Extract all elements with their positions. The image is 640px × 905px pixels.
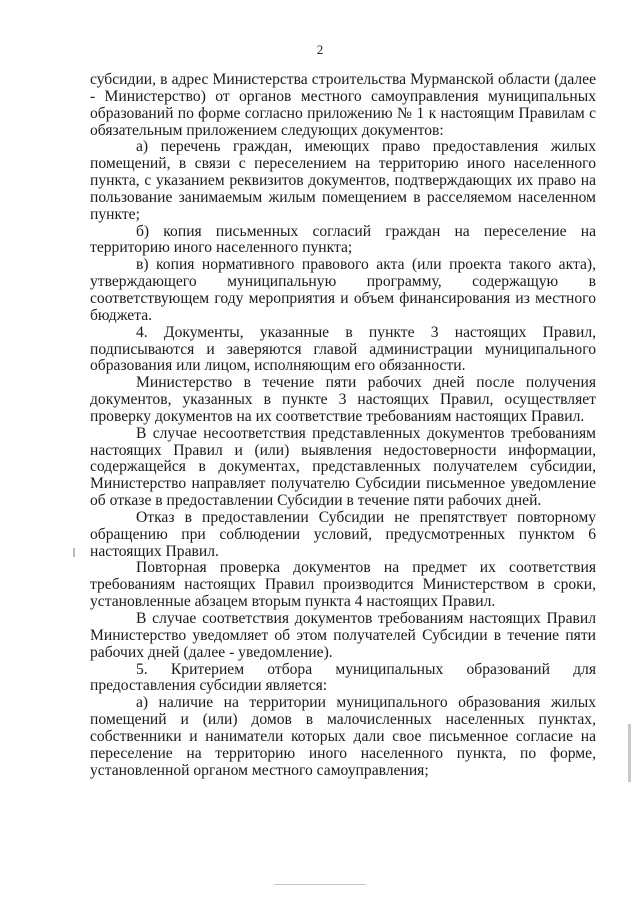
paragraph-criterion-a: а) наличие на территории муниципального образования жилых помещений и (или) домов в малочисленных населенных пунктах, собственники и наниматели которых дали свое письменное согласие на переселение на территорию иного населенного пункта, по форме, установленной органом местного самоуправления; xyxy=(90,694,596,779)
paragraph-section-4-signing: 4. Документы, указанные в пункте 3 настоящих Правил, подписываются и заверяются главой администрации муниципального образования или лицом, исполняющим его обязанности. xyxy=(90,323,596,375)
paragraph-refusal-notice: В случае несоответствия представленных документов требованиям настоящих Правил и (или) выявления недостоверности информации, содержащейся в документах, представленных получателем субсидии, Министерство направляет получателю Субсидии письменное уведомление об отказе в предоставлении Субсидии в течение пяти рабочих дней. xyxy=(90,424,596,510)
paragraph-compliance-notice: В случае соответствия документов требованиям настоящих Правил Министерство уведомляет об этом получателей Субсидии в течение пяти рабочих дней (далее - уведомление). xyxy=(90,610,596,661)
paragraph-ministry-review: Министерство в течение пяти рабочих дней после получения документов, указанных в пункте 3 настоящих Правил, осуществляет проверку документов на их соответствие требованиям настоящих Правил. xyxy=(90,374,596,425)
paragraph-repeat-application: Отказ в предоставлении Субсидии не препятствует повторному обращению при соблюдении условий, предусмотренных пунктом 6 настоящих Правил. xyxy=(90,508,596,560)
paragraph-item-b-consents: б) копия письменных согласий граждан на переселение на территорию иного населенного пункта; xyxy=(90,222,596,257)
document-body xyxy=(90,72,596,779)
paragraph-item-a-citizens-list: а) перечень граждан, имеющих право предоставления жилых помещений, в связи с переселением на территорию иного населенного пункта, с указанием реквизитов документов, подтверждающих их право на пользование занимаемым жилым помещением в расселяемом населенном пункте; xyxy=(90,138,596,223)
scan-artifact xyxy=(73,548,75,557)
paragraph-item-c-legal-act: в) копия нормативного правового акта (или проекта такого акта), утверждающего муниципальную программу, содержащую в соответствующем году мероприятия и объем финансирования из местного бюджета. xyxy=(90,256,596,324)
paragraph-repeat-review: Повторная проверка документов на предмет их соответствия требованиям настоящих Правил производится Министерством в сроки, установленные абзацем вторым пункта 4 настоящих Правил. xyxy=(90,559,596,611)
footer-rule xyxy=(274,884,366,885)
page-number: 2 xyxy=(316,42,324,57)
paragraph-section-5-criterion: 5. Критерием отбора муниципальных образований для предоставления субсидии является: xyxy=(90,660,596,695)
paragraph-subsidy-application: субсидии, в адрес Министерства строительства Мурманской области (далее - Министерство) от органов местного самоуправления муниципальных образований по форме согласно приложению № 1 к настоящим Правилам с обязательным приложением следующих документов: xyxy=(90,71,596,139)
scan-artifact xyxy=(628,724,631,782)
